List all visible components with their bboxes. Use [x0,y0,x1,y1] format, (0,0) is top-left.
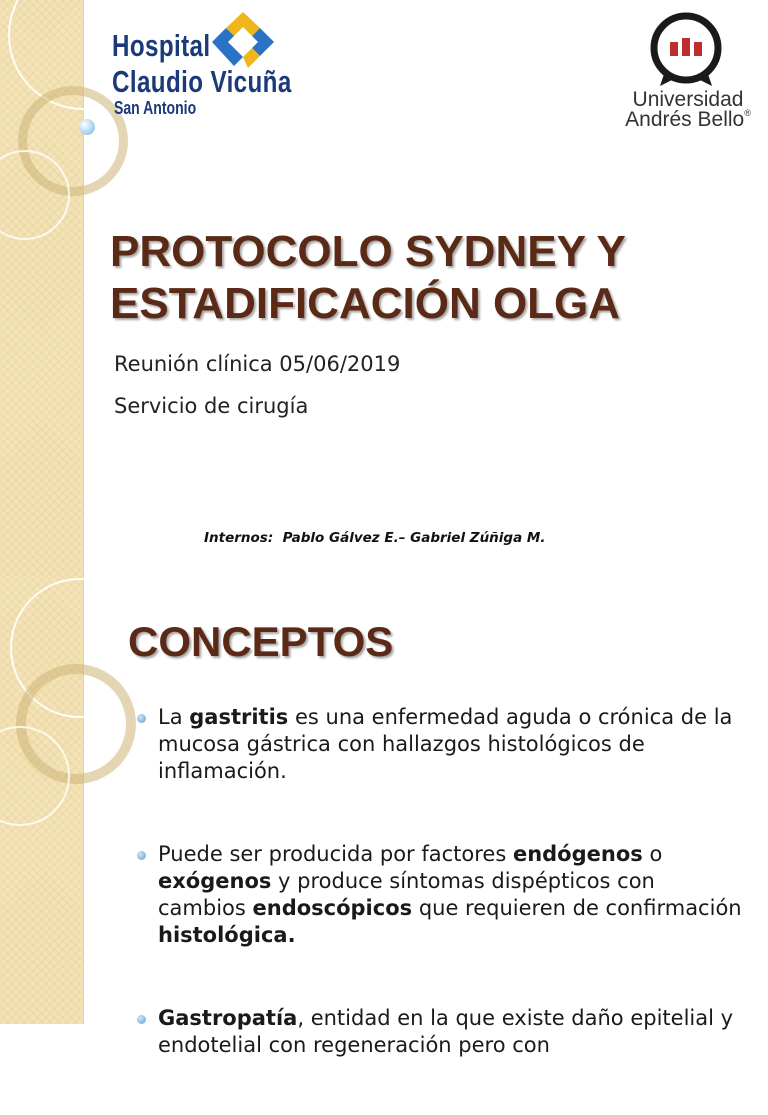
bullet-text: que requieren de confirmación [412,896,742,920]
hospital-name-line1: Hospital [112,28,211,63]
university-name-line1: Universidad [632,88,744,111]
university-logo [614,10,762,132]
university-name-line2 [614,108,762,132]
bullet-text: Puede ser producida por factores [158,842,513,866]
bold-term: Gastropatía [158,1006,298,1030]
bullet-text: , entidad en la que existe daño epitelial y endotelial con regeneración pero con [158,1006,734,1057]
bold-term: gastritis [189,705,289,729]
bold-term: endoscópicos [252,896,413,920]
bullet-text: y produce síntomas dispépticos con cambios [158,869,655,920]
bullet-item [136,1005,746,1059]
pearl-dot [79,119,95,135]
registered-mark: ® [744,108,751,118]
university-seal-icon [650,12,722,92]
title-line-1: PROTOCOLO SYDNEY Y [110,227,626,276]
decorative-strip [0,576,84,1024]
bullet-text: o [642,842,663,866]
bullet-text: La [158,705,190,729]
hospital-logo [112,10,292,122]
concepts-slide [0,576,768,1057]
hospital-location: San Antonio [114,98,197,118]
bullet-item [136,841,746,949]
hospital-name-line2: Claudio Vicuña [112,64,292,99]
bold-term: exógenos [158,869,272,893]
decorative-strip [0,0,84,576]
service-name: Servicio de cirugía [114,394,309,418]
bullet-item [136,704,746,785]
bold-term: histológica. [158,923,296,947]
hospital-cross-icon [210,10,276,70]
bullet-list [136,704,746,1115]
meeting-date: Reunión clínica 05/06/2019 [114,352,401,376]
slide-title: CONCEPTOS [128,618,394,665]
presentation-title [110,226,750,330]
authors: Internos: Pablo Gálvez E.– Gabriel Zúñiga M. [204,530,546,546]
university-name-text: Andrés Bello [625,108,745,131]
bold-term: endógenos [512,842,643,866]
title-line-2: ESTADIFICACIÓN OLGA [110,279,621,328]
bullet-text: es una enfermedad aguda o crónica de la mucosa gástrica con hallazgos histológicos de inflamación. [158,705,733,783]
